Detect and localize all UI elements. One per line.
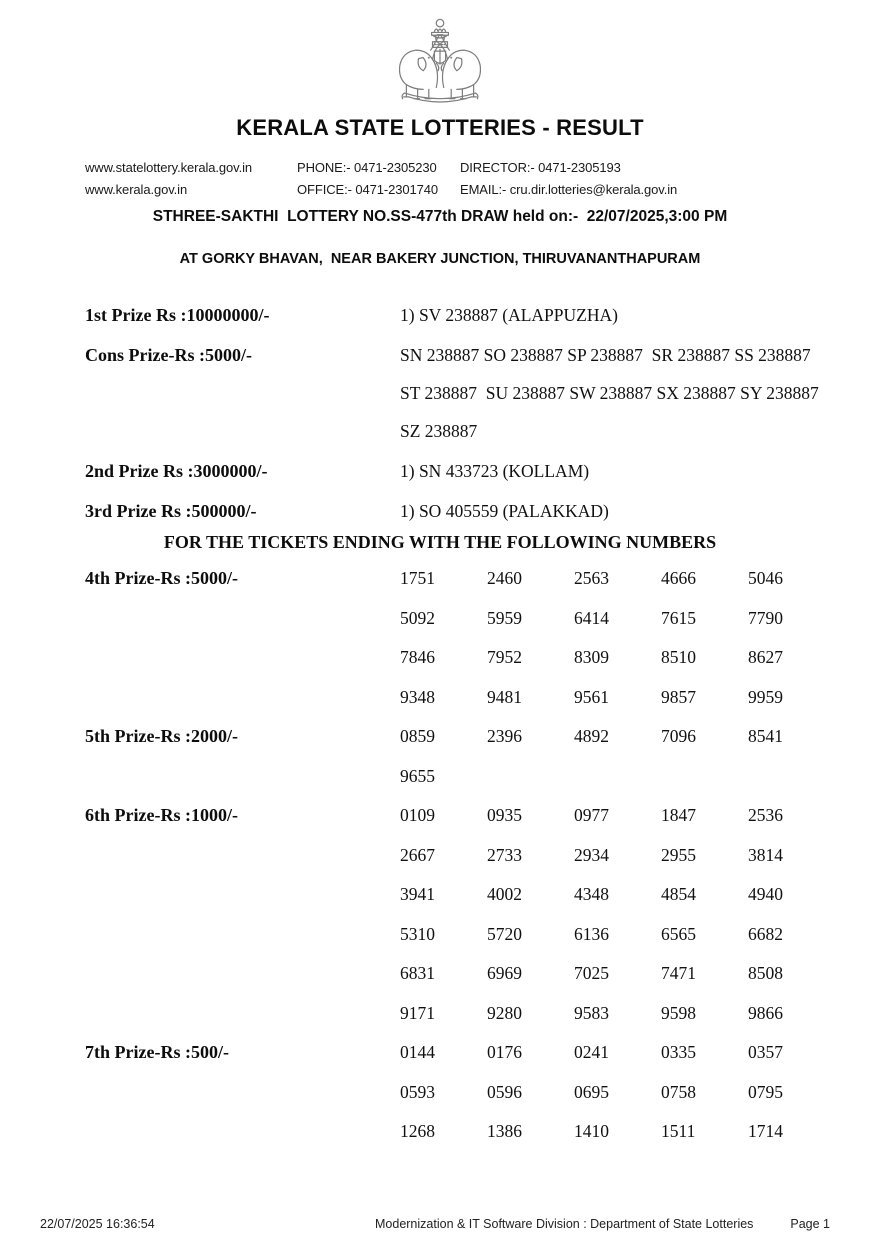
footer-page-number: Page 1 (790, 1217, 830, 1231)
winning-number: 4002 (487, 884, 522, 904)
winning-number: 9171 (400, 1002, 435, 1023)
winning-number: 0357 (748, 1042, 783, 1062)
prize-row (0, 796, 880, 1033)
prize-label: 1st Prize Rs :10000000/- (85, 305, 270, 325)
winning-number: 9866 (748, 1002, 783, 1023)
winning-number: 1511 (661, 1121, 696, 1141)
prize-value-line: 1) SN 433723 (KOLLAM) (400, 461, 590, 481)
winning-number: 0695 (574, 1081, 609, 1102)
winning-number: 4854 (661, 884, 696, 904)
winning-number: 5310 (400, 923, 435, 944)
prize-value-line: SZ 238887 (400, 421, 478, 441)
winning-number: 8541 (748, 726, 783, 746)
winning-number: 1386 (487, 1121, 522, 1141)
winning-number: 0335 (661, 1042, 696, 1062)
prize-label: 4th Prize-Rs :5000/- (85, 568, 238, 588)
winning-number: 5046 (748, 568, 783, 588)
footer-timestamp: 22/07/2025 16:36:54 (40, 1217, 155, 1231)
winning-number: 1751 (400, 568, 435, 588)
winning-number: 9348 (400, 686, 435, 707)
winning-numbers-grid (400, 1033, 835, 1152)
winning-number: 0758 (661, 1081, 696, 1102)
winning-number: 8627 (748, 647, 783, 667)
director-number: DIRECTOR:- 0471-2305193 (460, 160, 621, 175)
winning-number: 6136 (574, 923, 609, 944)
winning-number: 6831 (400, 963, 435, 983)
draw-venue: AT GORKY BHAVAN, NEAR BAKERY JUNCTION, THIRUVANANTHAPURAM (179, 251, 701, 267)
page-footer (0, 1214, 880, 1231)
prize-label: 5th Prize-Rs :2000/- (85, 726, 238, 746)
winning-number: 5720 (487, 923, 522, 944)
winning-numbers-grid (400, 559, 835, 717)
winning-number: 3941 (400, 884, 435, 904)
winning-number: 6414 (574, 607, 609, 628)
winning-number: 7615 (661, 607, 696, 628)
winning-number: 6969 (487, 963, 522, 983)
prize-label: 7th Prize-Rs :500/- (85, 1042, 229, 1062)
prize-value-line: SN 238887 SO 238887 SP 238887 SR 238887 SS 238887 (400, 345, 811, 365)
winning-number: 2955 (661, 844, 696, 865)
prize-row (0, 492, 880, 530)
winning-number: 0144 (400, 1042, 435, 1062)
winning-number: 0109 (400, 805, 435, 825)
footer-division: Modernization & IT Software Division : Department of State Lotteries (375, 1217, 754, 1231)
phone-number: PHONE:- 0471-2305230 (297, 160, 437, 175)
prize-label: 2nd Prize Rs :3000000/- (85, 461, 268, 481)
winning-number: 5092 (400, 607, 435, 628)
contact-websites (85, 157, 297, 201)
winning-number: 8510 (661, 647, 696, 667)
prize-label: 6th Prize-Rs :1000/- (85, 805, 238, 825)
winning-number: 8309 (574, 647, 609, 667)
winning-number: 4666 (661, 568, 696, 588)
prize-row (0, 336, 880, 450)
ending-numbers-heading: FOR THE TICKETS ENDING WITH THE FOLLOWING NUMBERS (163, 532, 717, 552)
winning-number: 9857 (661, 686, 696, 707)
winning-number: 0859 (400, 726, 435, 746)
prize-values (400, 336, 819, 450)
kerala-government-emblem-icon (384, 10, 496, 109)
winning-number: 4348 (574, 884, 609, 904)
winning-number: 9959 (748, 686, 783, 707)
top-prizes (0, 296, 880, 530)
winning-number: 9583 (574, 1002, 609, 1023)
winning-number: 2934 (574, 844, 609, 865)
winning-number: 9481 (487, 686, 522, 707)
winning-number: 7952 (487, 647, 522, 667)
prize-label: 3rd Prize Rs :500000/- (85, 501, 257, 521)
winning-number: 6682 (748, 923, 783, 944)
website-kerala: www.kerala.gov.in (85, 182, 188, 197)
page-title: KERALA STATE LOTTERIES - RESULT (236, 115, 644, 140)
winning-number: 2733 (487, 844, 522, 865)
prize-values (400, 492, 609, 530)
contact-phones (297, 157, 460, 201)
draw-title: STHREE-SAKTHI LOTTERY NO.SS-477th DRAW held on:- 22/07/2025,3:00 PM (152, 208, 728, 225)
winning-number: 8508 (748, 963, 783, 983)
ending-prizes (0, 559, 880, 1152)
winning-number: 5959 (487, 607, 522, 628)
winning-number: 9280 (487, 1002, 522, 1023)
winning-number: 7846 (400, 647, 435, 667)
winning-number: 3814 (748, 844, 783, 865)
winning-number: 1268 (400, 1121, 435, 1141)
website-statelottery: www.statelottery.kerala.gov.in (85, 160, 253, 175)
winning-number: 7471 (661, 963, 696, 983)
email-address: EMAIL:- cru.dir.lotteries@kerala.gov.in (460, 182, 678, 197)
winning-numbers-grid (400, 796, 835, 1033)
prize-row (0, 559, 880, 717)
contact-director-email (460, 157, 677, 201)
winning-number: 7790 (748, 607, 783, 628)
prize-label: Cons Prize-Rs :5000/- (85, 345, 252, 365)
winning-number: 0935 (487, 805, 522, 825)
winning-number: 0593 (400, 1081, 435, 1102)
winning-number: 7025 (574, 963, 609, 983)
winning-number: 2536 (748, 805, 783, 825)
winning-number: 2460 (487, 568, 522, 588)
winning-numbers-grid (400, 717, 835, 796)
winning-number: 1714 (748, 1121, 783, 1141)
prize-row (0, 452, 880, 490)
winning-number: 0977 (574, 805, 609, 825)
prize-row (0, 1033, 880, 1152)
winning-number: 0596 (487, 1081, 522, 1102)
winning-number: 2396 (487, 726, 522, 746)
winning-number: 9598 (661, 1002, 696, 1023)
winning-number: 0795 (748, 1081, 783, 1102)
winning-number: 7096 (661, 726, 696, 746)
prize-values (400, 296, 618, 334)
winning-number: 1410 (574, 1121, 609, 1141)
prize-row (0, 296, 880, 334)
winning-number: 0176 (487, 1042, 522, 1062)
prize-values (400, 452, 589, 490)
winning-number: 2563 (574, 568, 609, 588)
winning-number: 4892 (574, 726, 609, 746)
office-number: OFFICE:- 0471-2301740 (297, 182, 438, 197)
winning-number: 2667 (400, 844, 435, 865)
prize-value-line: 1) SV 238887 (ALAPPUZHA) (400, 305, 618, 325)
winning-number: 9561 (574, 686, 609, 707)
prize-value-line: 1) SO 405559 (PALAKKAD) (400, 501, 609, 521)
winning-number: 4940 (748, 884, 783, 904)
contact-info (85, 157, 880, 201)
prize-value-line: ST 238887 SU 238887 SW 238887 SX 238887 SY 238887 (400, 383, 819, 403)
prize-row (0, 717, 880, 796)
winning-number: 1847 (661, 805, 696, 825)
winning-number: 9655 (400, 765, 435, 786)
winning-number: 6565 (661, 923, 696, 944)
winning-number: 0241 (574, 1042, 609, 1062)
